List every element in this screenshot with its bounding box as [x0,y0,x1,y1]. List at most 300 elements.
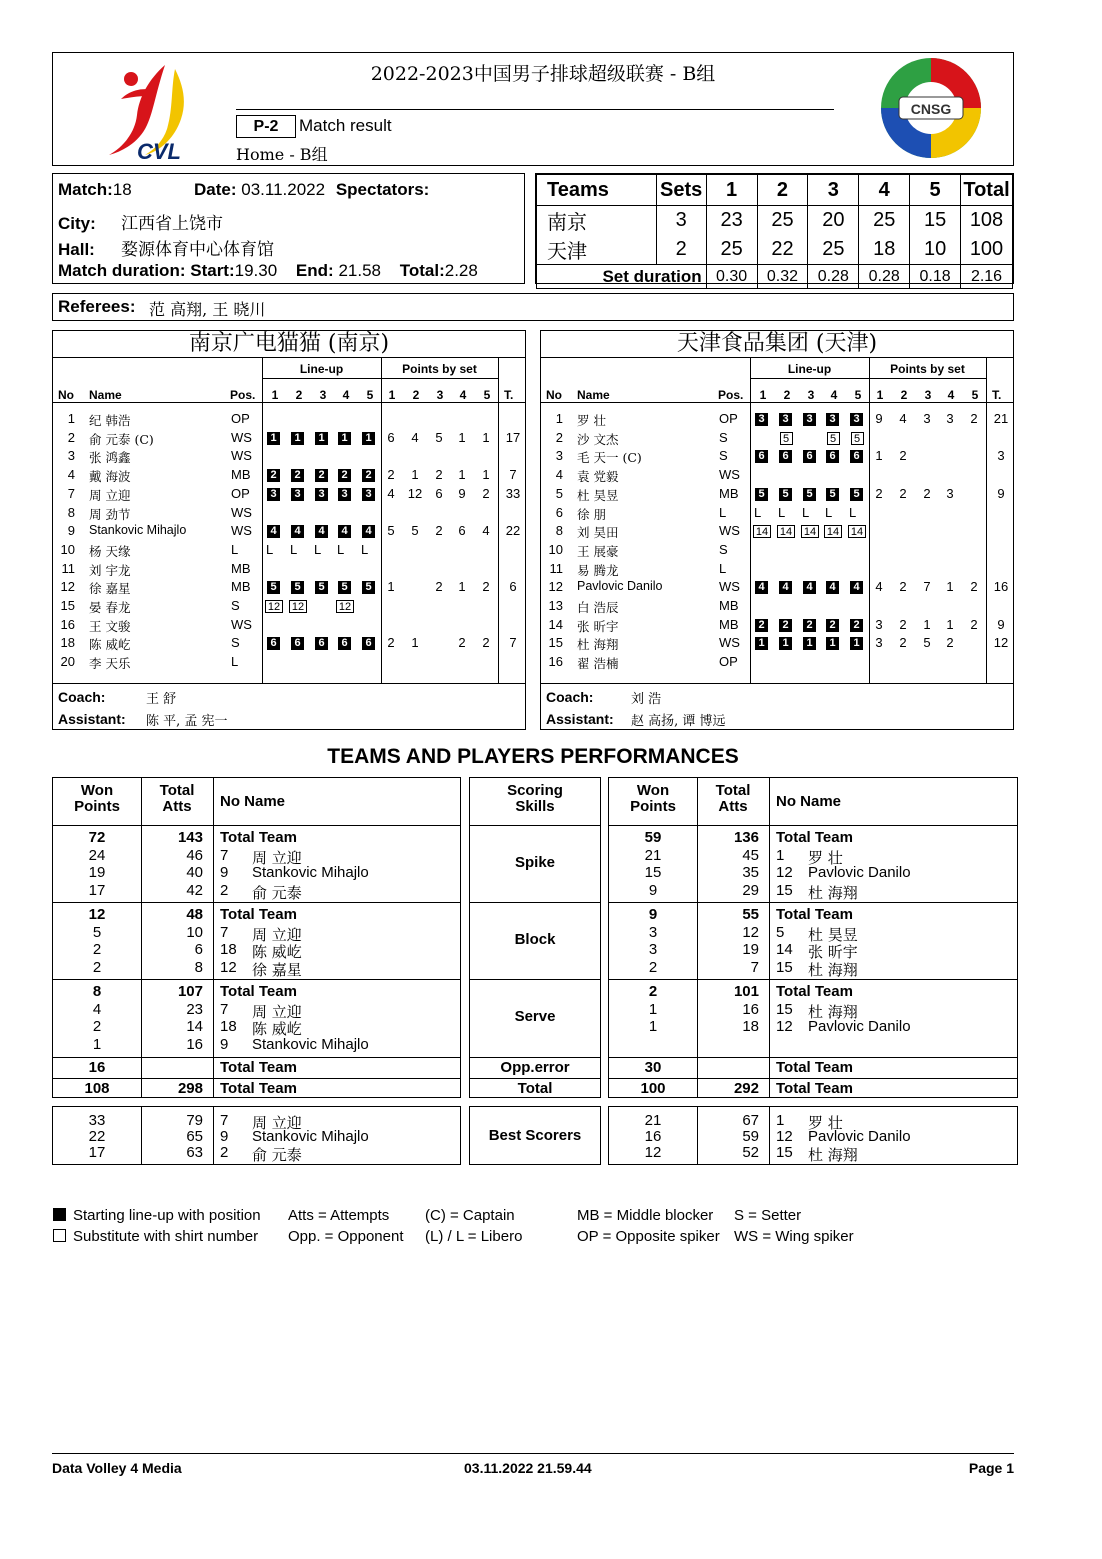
player-name: 杨 天缘 [89,543,131,559]
starting-position-marker: 6 [315,637,328,650]
skill-name: Serve [514,1008,556,1025]
won-points: 100 [640,1080,666,1097]
starting-position-marker: 3 [826,413,839,426]
player-name: 周 立迎 [89,487,131,503]
teams-header: Teams [537,175,657,206]
player-number: 18 [60,635,75,651]
libero-marker: L [290,541,298,557]
won-points: 2 [648,958,658,976]
player-number: 3 [555,448,563,464]
best-player-number: 15 [776,1144,793,1161]
roster-header-rule [541,402,1013,403]
won-points: 8 [92,983,102,1000]
home-set1: 23 [706,206,757,236]
set-points: 2 [970,579,978,595]
away-set5: 10 [910,235,961,265]
player-number: 1 [776,846,785,864]
substitute-marker: 12 [336,600,354,613]
starting-position-marker: 6 [267,637,280,650]
total-attempts: 29 [742,881,759,899]
starting-position-marker: 6 [291,637,304,650]
player-name: 罗 壮 [808,848,843,867]
total-attempts: 42 [186,881,203,899]
player-name: Pavlovic Danilo [808,1018,911,1035]
total-atts-header: Total Atts [159,782,195,815]
spectators-label: Spectators: [335,180,430,199]
player-name: 周 立迎 [252,1002,302,1021]
cvl-logo [101,55,191,163]
roster-divider [750,357,751,683]
set-points: 9 [458,485,466,501]
home-roster [52,330,526,730]
lineup-set-header: 1 [759,388,767,402]
player-number: 4 [67,467,75,483]
home-best-scorers [52,1106,461,1165]
set3-header: 3 [808,175,859,206]
away-total: 100 [961,235,1013,265]
starting-position-marker: 1 [362,432,375,445]
total-attempts: 48 [186,906,203,923]
score-row-away [537,235,1013,265]
footer [52,1453,1014,1476]
match-label: Match: [58,180,113,199]
total-team-label: Total Team [220,829,297,846]
total-attempts: 35 [742,864,759,881]
set-points: 7 [923,579,931,595]
best-player-name: Stankovic Mihajlo [252,1128,369,1145]
won-points: 2 [648,983,658,1000]
match-date: 03.11.2022 [241,180,326,199]
won-points: 3 [648,923,658,941]
set-points: 4 [482,523,490,539]
player-name: 徐 嘉星 [252,960,302,979]
lineup-set-header: 2 [295,388,303,402]
player-number: 20 [60,654,75,670]
total-header: Total [961,175,1013,206]
cnsg-logo [877,55,985,161]
substitute-marker: 12 [265,600,283,613]
set-points: 2 [458,635,466,651]
set-points: 2 [387,635,395,651]
doc-title: Match result [299,116,392,135]
section-rule [609,979,1017,980]
starting-position-marker: 3 [291,488,304,501]
player-number: 18 [220,1018,237,1035]
lineup-set-header: 1 [271,388,279,402]
away-team-name: 天津食品集团 (天津) [541,331,1013,358]
total-attempts: 12 [742,923,759,941]
set-points: 1 [482,467,490,483]
best-scorers-label-box [469,1106,601,1165]
player-number: 1 [67,411,75,426]
player-name: 杜 昊昱 [808,925,858,944]
set-points: 2 [899,448,907,464]
set-points: 5 [411,523,419,539]
best-player-name: Pavlovic Danilo [808,1128,911,1145]
total-points: 6 [509,579,517,595]
set-points: 2 [970,616,978,632]
home-set2: 25 [757,206,808,236]
title-rule [236,109,834,110]
home-team-name: 南京广电猫猫 (南京) [53,331,525,358]
starting-position-marker: 1 [267,432,280,445]
won-points: 9 [648,881,658,899]
player-number: 16 [60,616,75,632]
player-name: 刘 昊田 [577,525,619,541]
total-attempts: 46 [186,846,203,864]
won-points: 72 [88,829,106,846]
won-points: 2 [92,1018,102,1035]
player-name: 翟 浩楠 [577,656,619,672]
away-sets: 2 [656,235,706,265]
section-rule [470,979,600,980]
player-name: 周 立迎 [252,848,302,867]
starting-position-marker: 4 [779,581,792,594]
player-name: 周 立迎 [252,925,302,944]
starting-position-marker: 5 [291,581,304,594]
away-set2: 22 [757,235,808,265]
player-number: 12 [60,579,75,595]
section-rule [470,902,600,903]
total-attempts: 298 [177,1080,203,1097]
player-position: WS [231,429,252,445]
player-name: 俞 元泰 [252,883,302,902]
total-team-label: Total Team [776,1080,853,1097]
away-roster [540,330,1014,730]
starting-position-marker: 3 [338,488,351,501]
set-points: 2 [435,523,443,539]
player-number: 8 [67,504,75,520]
cvl-logo-text: CVL [137,139,181,163]
set-points: 1 [458,579,466,595]
home-performance-table [52,777,461,1098]
lineup-set-header: 5 [854,388,862,402]
assistant-names: 赵 高扬, 谭 博远 [631,714,726,729]
set-points: 2 [482,635,490,651]
player-position: WS [231,616,252,632]
starting-position-marker: 1 [315,432,328,445]
set-points: 4 [411,429,419,445]
player-number: 12 [548,579,563,595]
won-points: 30 [644,1059,662,1076]
player-number: 16 [548,654,563,670]
set-points: 3 [875,635,883,651]
total-attempts: 8 [194,958,203,976]
best-total-attempts: 63 [186,1144,203,1161]
starting-position-marker: 2 [338,469,351,482]
player-name: 张 昕宇 [577,618,619,634]
player-name: 周 劲节 [89,506,131,522]
player-number: 7 [220,1000,229,1018]
player-number: 5 [776,923,785,941]
starting-position-marker: 5 [338,581,351,594]
substitute-marker: 5 [780,432,793,445]
best-player-number: 1 [776,1112,785,1129]
section-rule [609,1057,1017,1058]
set-points: 3 [875,616,883,632]
total-attempts: 136 [733,829,759,846]
sets-header: Sets [656,175,706,206]
best-won-points: 22 [88,1128,106,1145]
city-label: City: [58,214,96,233]
player-name: 徐 嘉星 [89,581,131,597]
set-points: 2 [899,616,907,632]
player-position: S [719,429,728,445]
score-row-home [537,206,1013,236]
player-name: 陈 威屹 [89,637,131,653]
total-attempts: 45 [742,846,759,864]
player-name: 戴 海波 [89,469,131,485]
player-name: 陈 威屹 [252,1020,302,1038]
total-attempts: 14 [186,1018,203,1035]
player-name: 易 腾龙 [577,562,619,578]
best-player-name: 俞 元泰 [252,1146,302,1164]
footer-page: Page 1 [968,1460,1014,1476]
total-attempts: 16 [742,1000,759,1018]
starting-position-marker: 4 [267,525,280,538]
starting-position-marker: 5 [850,488,863,501]
player-number: 9 [67,523,75,539]
section-rule [470,1078,600,1079]
total-team-label: Total Team [220,1080,297,1097]
points-header: Points by set [890,362,965,376]
libero-marker: L [778,504,786,520]
name-header: Name [89,388,122,402]
player-name: 杜 海翔 [808,1002,858,1021]
total-attempts: 18 [742,1018,759,1035]
player-position: L [719,504,727,520]
starting-position-marker: 2 [267,469,280,482]
player-position: MB [231,560,251,576]
no-header: No [546,388,562,402]
set-points: 4 [899,411,907,426]
player-position: WS [719,635,740,651]
referees [52,293,1014,321]
points-set-header: 2 [412,388,420,402]
away-set4: 18 [859,235,910,265]
match-number: 18 [112,180,132,199]
set5-header: 5 [910,175,961,206]
home-set4: 25 [859,206,910,236]
set-points: 3 [923,411,931,426]
set-points: 3 [946,411,954,426]
away-team-short: 天津 [537,235,657,265]
starting-position-marker: 5 [779,488,792,501]
player-name: Stankovic Mihajlo [252,864,369,881]
libero-marker: L [849,504,857,520]
won-points: 2 [92,958,102,976]
away-best-scorers [608,1106,1018,1165]
referees-label: Referees: [58,297,136,316]
total-atts-header: Total Atts [715,782,751,815]
substitute-legend-swatch [53,1229,66,1242]
no-header: No [58,388,74,402]
roster-divider [262,357,263,683]
player-name: 王 展豪 [577,543,619,559]
legend-opp: Opp. = Opponent [288,1228,404,1245]
player-name: 张 鸿鑫 [89,450,131,466]
starting-position-marker: 6 [362,637,375,650]
score-header-row [537,175,1013,206]
set-points: 1 [946,616,954,632]
substitute-marker: 5 [827,432,840,445]
skill-name: Opp.error [500,1059,570,1076]
starting-position-marker: 3 [850,413,863,426]
pos-header: Pos. [230,388,256,402]
t-header: T. [504,388,514,402]
won-points: 9 [648,906,658,923]
player-name: 杜 昊昱 [577,487,619,503]
libero-marker: L [754,504,762,520]
starting-position-marker: 2 [291,469,304,482]
total-attempts: 101 [733,983,759,1000]
set4-duration: 0.28 [859,265,910,289]
starting-position-marker: 5 [826,488,839,501]
won-points: 2 [92,941,102,958]
libero-marker: L [802,504,810,520]
legend-substitute: Substitute with shirt number [73,1228,259,1245]
points-set-header: 2 [900,388,908,402]
legend-atts: Atts = Attempts [288,1207,390,1224]
substitute-marker: 14 [801,525,819,538]
won-points-header: Won Points [74,782,120,815]
player-number: 10 [548,541,563,557]
section-rule [53,902,460,903]
points-set-header: 3 [924,388,932,402]
player-name: 袁 党毅 [577,469,619,485]
starting-position-marker: 3 [267,488,280,501]
roster-staff-rule [541,683,1013,684]
total-attempts: 16 [186,1035,203,1053]
best-total-attempts: 67 [742,1112,759,1129]
starting-position-marker: 2 [826,619,839,632]
skill-name: Total [517,1080,553,1097]
total-points: 16 [993,579,1009,595]
player-position: S [231,598,240,613]
away-set3: 25 [808,235,859,265]
points-set-header: 4 [459,388,467,402]
player-number: 2 [555,429,563,445]
best-won-points: 21 [644,1112,662,1129]
won-points: 108 [84,1080,110,1097]
set-duration-row [537,265,1013,289]
set-points: 2 [946,635,954,651]
name-header: Name [577,388,610,402]
won-points: 59 [644,829,662,846]
set-points: 1 [387,579,395,595]
starting-position-marker: 6 [779,450,792,463]
starting-position-marker: 4 [850,581,863,594]
legend-captain: (C) = Captain [425,1207,515,1224]
total-attempts: 10 [186,923,203,941]
away-set1: 25 [706,235,757,265]
player-name: 徐 朋 [577,506,606,522]
total-team-label: Total Team [776,983,853,1000]
best-player-number: 9 [220,1128,229,1145]
set-points: 2 [875,485,883,501]
player-number: 14 [548,616,563,632]
total-points: 3 [997,448,1005,464]
player-position: MB [231,467,251,483]
best-total-attempts: 52 [742,1144,759,1161]
set-points: 12 [407,485,423,501]
player-number: 1 [555,411,563,426]
starting-position-marker: 4 [315,525,328,538]
player-number: 15 [60,598,75,613]
starting-position-marker: 1 [803,637,816,650]
starting-position-marker: 4 [362,525,375,538]
coach-name: 刘 浩 [631,692,662,707]
player-number: 7 [67,485,75,501]
starting-position-marker: 4 [338,525,351,538]
legend-ws: WS = Wing spiker [734,1228,854,1245]
substitute-marker: 14 [824,525,842,538]
starting-position-marker: 2 [779,619,792,632]
set-points: 6 [435,485,443,501]
total-points: 9 [997,616,1005,632]
roster-header-rule [53,402,525,403]
total-duration: 2.16 [961,265,1013,289]
player-position: OP [231,411,250,426]
total-points: 21 [993,411,1009,426]
best-total-attempts: 79 [186,1112,203,1129]
performance-title: TEAMS AND PLAYERS PERFORMANCES [327,745,739,768]
set-points: 2 [482,579,490,595]
set-points: 2 [923,485,931,501]
set-points: 5 [387,523,395,539]
assistant-label: Assistant: [546,711,614,727]
legend-libero: (L) / L = Libero [425,1228,523,1245]
best-won-points: 33 [88,1112,106,1129]
hall-value: 婺源体育中心体育馆 [121,240,274,260]
player-name: 纪 韩浩 [89,413,131,428]
set-points: 2 [899,579,907,595]
starting-position-marker: 1 [826,637,839,650]
total-attempts: 23 [186,1000,203,1018]
referees-value: 范 高翔, 王 晓川 [149,300,266,319]
total-attempts: 7 [750,958,759,976]
starting-position-marker: 5 [362,581,375,594]
starting-position-marker: 2 [362,469,375,482]
player-number: 9 [220,864,229,881]
coach-label: Coach: [546,689,594,705]
points-set-header: 1 [876,388,884,402]
player-name: 张 昕宇 [808,943,858,961]
substitute-marker: 14 [848,525,866,538]
player-position: MB [719,616,739,632]
legend-starting: Starting line-up with position [73,1207,261,1224]
assistant-label: Assistant: [58,711,126,727]
header [52,52,1014,166]
points-set-header: 4 [947,388,955,402]
player-name: Pavlovic Danilo [577,579,663,594]
column-divider [213,1107,214,1164]
section-rule [470,1057,600,1058]
best-player-number: 7 [220,1112,229,1129]
roster-staff-rule [53,683,525,684]
coach-name: 王 舒 [146,692,177,707]
starting-position-marker: 6 [826,450,839,463]
starting-position-marker: 1 [755,637,768,650]
starting-position-marker: 3 [362,488,375,501]
total-attempts: 19 [742,941,759,958]
set-points: 9 [875,411,883,426]
player-name: 罗 壮 [577,413,606,428]
set-points: 2 [899,635,907,651]
libero-marker: L [361,541,369,557]
starting-position-marker: 1 [779,637,792,650]
player-position: WS [231,504,252,520]
